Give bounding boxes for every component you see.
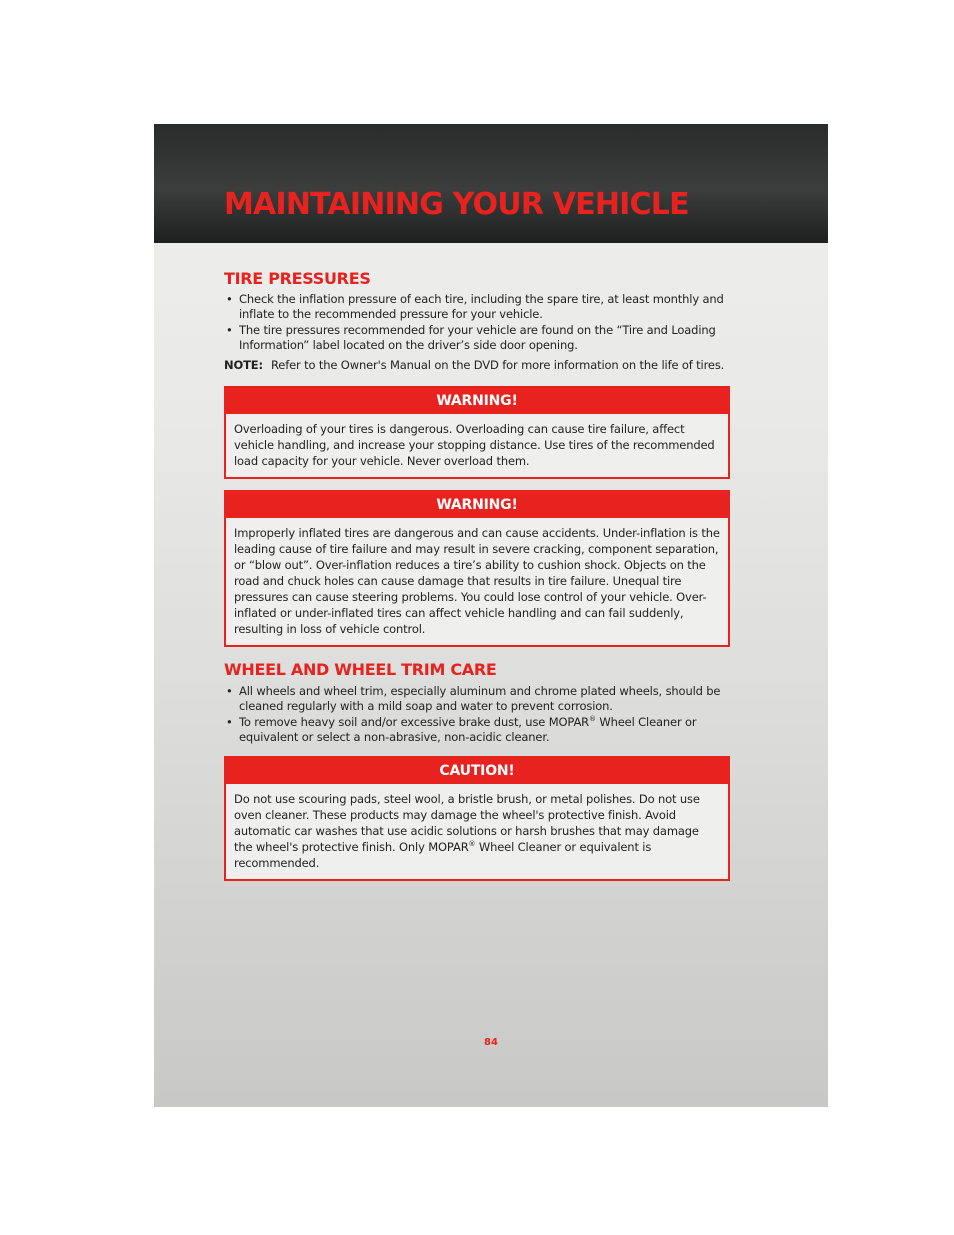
warning-box-overloading bbox=[224, 386, 730, 479]
wheel-care-heading: WHEEL AND WHEEL TRIM CARE bbox=[224, 660, 497, 679]
list-item: • All wheels and wheel trim, especially aluminum and chrome plated wheels, should be cleaned regularly with a mild soap and water to prevent corrosion. bbox=[224, 684, 734, 714]
warning-text: Overloading of your tires is dangerous. Overloading can cause tire failure, affect vehicle handling, and increase your stopping distance. Use tires of the recommended load capacity for your vehicle. Never overload them. bbox=[234, 422, 715, 468]
tire-note bbox=[224, 358, 734, 373]
list-item-text: To remove heavy soil and/or excessive brake dust, use MOPAR bbox=[239, 715, 590, 729]
list-item: • Check the inflation pressure of each tire, including the spare tire, at least monthly and inflate to the recommended pressure for your vehicle. bbox=[224, 292, 734, 322]
list-item-text: Wheel Cleaner or equivalent or select a non-abrasive, non-acidic cleaner. bbox=[239, 715, 697, 744]
warning-title: WARNING! bbox=[226, 492, 728, 518]
tire-pressures-heading: TIRE PRESSURES bbox=[224, 269, 371, 288]
caution-text-part: Wheel Cleaner or equivalent is recommended. bbox=[234, 840, 652, 870]
page-number: 84 bbox=[484, 1037, 498, 1048]
note-text: Refer to the Owner's Manual on the DVD for more information on the life of tires. bbox=[270, 358, 725, 372]
caution-text-part: Do not use scouring pads, steel wool, a bristle brush, or metal polishes. Do not use oven cleaner. These products may damage the wheel's protective finish. Avoid automatic car washes that use acidic solutions or harsh brushes that may damage the wheel's protective finish. Only MOPAR bbox=[234, 792, 700, 854]
wheel-care-list bbox=[224, 684, 734, 746]
list-item bbox=[224, 715, 734, 745]
warning-title: WARNING! bbox=[226, 388, 728, 414]
warning-text: Improperly inflated tires are dangerous and can cause accidents. Under-inflation is the leading cause of tire failure and may result in severe cracking, component separation, or “blow out”. Over-inflation reduces a tire’s ability to cushion shock. Objects on the road and chuck holes can cause damage that results in tire failure. Unequal tire pressures can cause steering problems. You could lose control of your vehicle. Over-inflated or under-inflated tires can affect vehicle handling and can fail suddenly, resulting in loss of vehicle control. bbox=[234, 526, 720, 636]
note-label: NOTE: bbox=[224, 358, 263, 372]
registered-mark: ® bbox=[589, 715, 596, 724]
caution-text bbox=[226, 784, 728, 879]
registered-mark: ® bbox=[468, 840, 476, 849]
page-header-band bbox=[154, 124, 828, 243]
caution-box bbox=[224, 756, 730, 881]
warning-box-inflation bbox=[224, 490, 730, 647]
caution-title: CAUTION! bbox=[226, 758, 728, 784]
list-item: • The tire pressures recommended for your vehicle are found on the “Tire and Loading Information” label located on the driver’s side door opening. bbox=[224, 323, 734, 353]
manual-page bbox=[154, 124, 828, 1107]
page-title: MAINTAINING YOUR VEHICLE bbox=[224, 187, 689, 222]
tire-pressures-list bbox=[224, 292, 734, 354]
